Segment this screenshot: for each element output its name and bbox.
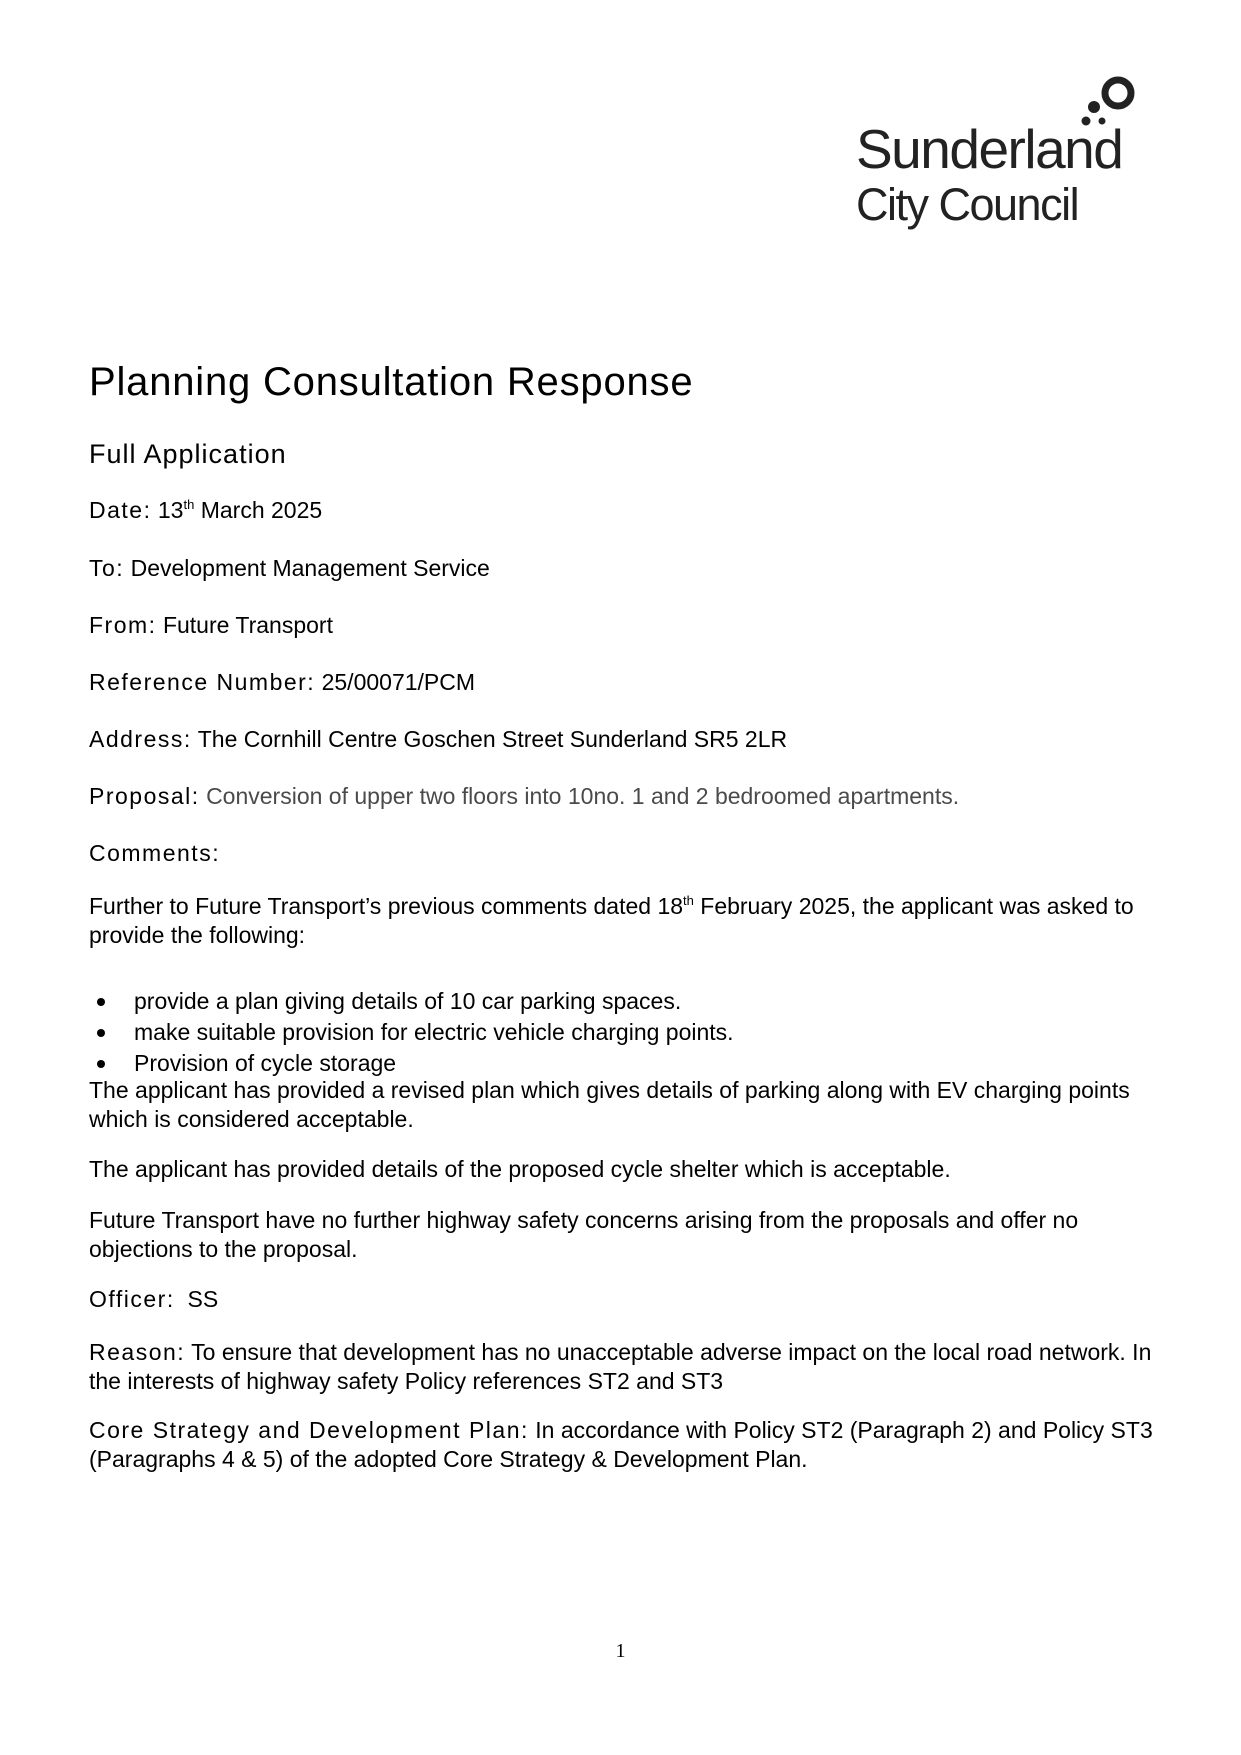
parking-paragraph: The applicant has provided a revised plan which gives details of parking along with EV charging points which is considered acceptable. (89, 1077, 1130, 1132)
date-day: 13 (157, 497, 184, 523)
list-item-text: make suitable provision for electric vehicle charging points. (134, 1019, 734, 1045)
reason-label: Reason: (89, 1339, 186, 1365)
list-item (89, 986, 734, 1017)
proposal-field (89, 782, 1159, 811)
comments-label: Comments: (89, 840, 221, 866)
intro-after: February 2025, the applicant was asked to provide the following: (89, 893, 1134, 948)
from-value: Future Transport (162, 612, 333, 638)
cycle-paragraph: The applicant has provided details of the proposed cycle shelter which is acceptable. (89, 1156, 951, 1182)
date-rest: March 2025 (200, 497, 323, 523)
address-field (89, 725, 1159, 754)
officer-label: Officer: (89, 1286, 175, 1312)
logo-text-sunderland: Sunderland (856, 118, 1123, 180)
comments-field (89, 839, 1159, 868)
requirements-list (89, 986, 734, 1079)
list-item (89, 1017, 734, 1048)
intro-before: Further to Future Transport’s previous comments dated 18 (89, 893, 684, 919)
date-suffix: th (183, 497, 195, 512)
core-strategy-field (89, 1416, 1159, 1474)
to-label: To: (89, 555, 125, 581)
core-strategy-value: In accordance with Policy ST2 (Paragraph 2) and Policy ST3 (Paragraphs 4 & 5) of the adopted Core Strategy & Development Plan. (89, 1417, 1153, 1472)
list-item-text: provide a plan giving details of 10 car parking spaces. (134, 988, 682, 1014)
to-field (89, 554, 1159, 583)
reference-label: Reference Number: (89, 669, 316, 695)
officer-value: SS (187, 1286, 219, 1312)
reference-field (89, 668, 1159, 697)
proposal-label: Proposal: (89, 783, 200, 809)
core-strategy-label: Core Strategy and Development Plan: (89, 1417, 529, 1443)
intro-paragraph (89, 892, 1159, 950)
bullet-icon (97, 1029, 105, 1037)
address-label: Address: (89, 726, 192, 752)
address-value: The Cornhill Centre Goschen Street Sunderland SR5 2LR (197, 726, 788, 752)
reason-field (89, 1338, 1159, 1396)
intro-suffix: th (683, 893, 694, 908)
to-value: Development Management Service (130, 555, 490, 581)
reason-value: To ensure that development has no unacceptable adverse impact on the local road network. In the interests of highway safety Policy references ST2 and ST3 (89, 1339, 1152, 1394)
conclusion-paragraph: Future Transport have no further highway safety concerns arising from the proposals and offer no objections to the proposal. (89, 1207, 1079, 1262)
date-field (89, 496, 1159, 525)
from-label: From: (89, 612, 157, 638)
page-number: 1 (615, 1640, 626, 1662)
date-label: Date: (89, 497, 152, 523)
list-item-text: Provision of cycle storage (134, 1050, 397, 1076)
officer-field (89, 1285, 1159, 1314)
proposal-value: Conversion of upper two floors into 10no. 1 and 2 bedroomed apartments. (206, 783, 960, 809)
bullet-icon (97, 1060, 105, 1068)
reference-value: 25/00071/PCM (321, 669, 476, 695)
bullet-icon (97, 998, 105, 1006)
logo-text-city-council: City Council (856, 179, 1079, 230)
from-field (89, 611, 1159, 640)
list-item (89, 1048, 734, 1079)
page-subtitle: Full Application (89, 439, 287, 469)
council-logo (856, 70, 1156, 240)
page-title: Planning Consultation Response (89, 360, 694, 404)
